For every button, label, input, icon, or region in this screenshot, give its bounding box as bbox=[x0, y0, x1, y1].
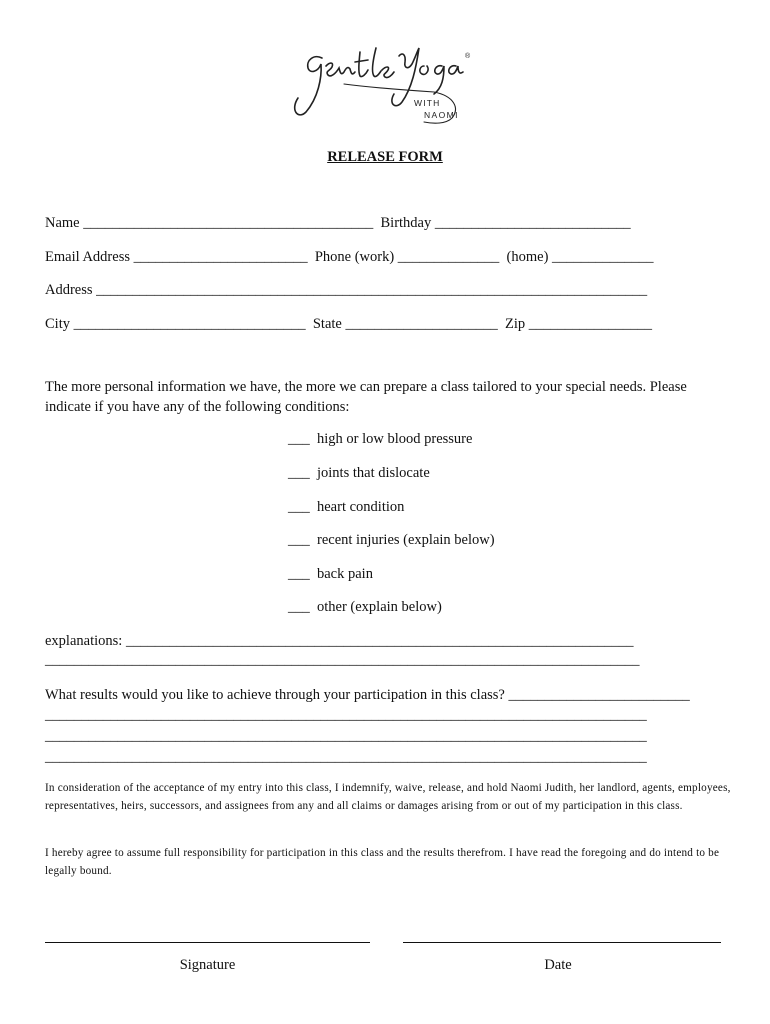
gentle-yoga-logo bbox=[284, 38, 484, 138]
results-line[interactable]: ___________________________________________________________________________________ bbox=[45, 707, 647, 723]
svg-text:NAOMI: NAOMI bbox=[424, 110, 459, 120]
results-question[interactable]: What results would you like to achieve through your participation in this class? _________________________ bbox=[45, 687, 690, 703]
condition-item[interactable]: ___ heart condition bbox=[288, 499, 405, 515]
condition-item[interactable]: ___ other (explain below) bbox=[288, 599, 442, 615]
svg-text:WITH: WITH bbox=[414, 98, 441, 108]
condition-item[interactable]: ___ high or low blood pressure bbox=[288, 431, 473, 447]
results-line[interactable]: ___________________________________________________________________________________ bbox=[45, 728, 647, 744]
signature-label: Signature bbox=[179, 957, 236, 973]
condition-item[interactable]: ___ recent injuries (explain below) bbox=[288, 532, 495, 548]
name-birthday-row[interactable]: Name ________________________________________ Birthday ___________________________ bbox=[45, 215, 631, 231]
address-row[interactable]: Address ____________________________________________________________________________ bbox=[45, 282, 648, 298]
svg-text:®: ® bbox=[465, 53, 471, 60]
results-line[interactable]: ___________________________________________________________________________________ bbox=[45, 749, 647, 765]
form-title: RELEASE FORM bbox=[327, 149, 443, 165]
explanations-line[interactable]: explanations: ______________________________________________________________________ bbox=[45, 633, 634, 649]
agreement-paragraph: I hereby agree to assume full responsibility for participation in this class and the results therefrom. I have read the foregoing and do intend to be legally bound. bbox=[45, 847, 720, 877]
condition-item[interactable]: ___ joints that dislocate bbox=[288, 465, 430, 481]
intro-paragraph: The more personal information we have, the more we can prepare a class tailored to your special needs. Please indicate if you have any of the following conditions: bbox=[45, 379, 687, 415]
explanations-line-2[interactable]: __________________________________________________________________________________ bbox=[45, 652, 640, 668]
date-label: Date bbox=[544, 957, 572, 973]
email-phone-row[interactable]: Email Address ________________________ Phone (work) ______________ (home) ______________ bbox=[45, 249, 654, 265]
date-line[interactable] bbox=[403, 942, 721, 943]
signature-line[interactable] bbox=[45, 942, 370, 943]
city-state-zip-row[interactable]: City ________________________________ State _____________________ Zip _________________ bbox=[45, 316, 652, 332]
condition-item[interactable]: ___ back pain bbox=[288, 566, 373, 582]
waiver-paragraph: In consideration of the acceptance of my entry into this class, I indemnify, waive, release, and hold Naomi Judith, her landlord, agents, employees, representatives, heirs, successors, and assignees from any and all claims or damages arising from or out of my participation in this class. bbox=[45, 782, 731, 812]
